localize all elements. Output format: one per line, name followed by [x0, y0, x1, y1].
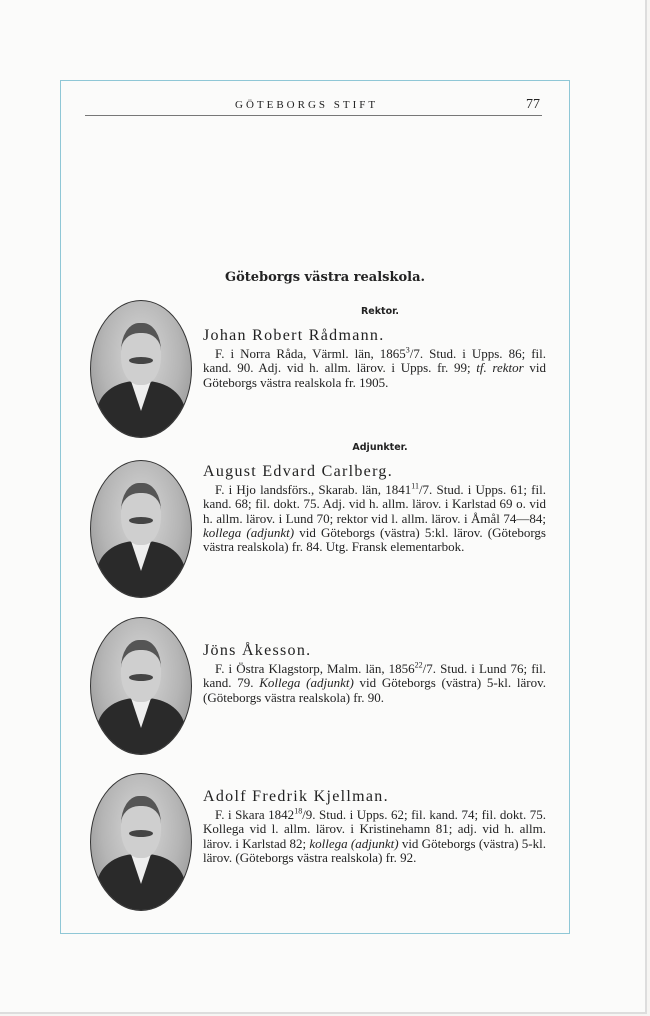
subheading-adjunkter: Adjunkter.	[352, 442, 408, 453]
subheading-rektor: Rektor.	[360, 306, 400, 317]
entry-bio: F. i Norra Råda, Värml. län, 1865$^3$/7. Stud. i Upps. 86; fil. kand. 90. Adj. vid h. allm. lärov. i Upps. fr. 99; tf. rektor vid Göteborgs västra realskola fr. 1905.	[203, 345, 546, 390]
page-number: 77	[526, 97, 540, 112]
portrait-akesson	[90, 617, 192, 755]
portrait-radmann	[90, 300, 192, 438]
entry-name: Jöns Åkesson.	[203, 642, 312, 659]
entry-kjellman	[203, 788, 546, 865]
entry-bio: F. i Hjo landsförs., Skarab. län, 1841$^{11}$/7. Stud. i Upps. 61; fil. kand. 68; fil. dokt. 75. Adj. vid h. allm. lärov. i Karlstad 69 o. vid h. allm. lärov. i Lund 70; rektor vid l. allm. lärov. i Åmål 74—84; kollega (adjunkt) vid Göteborgs (västra) 5:kl. lärov. (Göteborgs västra realskola) fr. 84. Utg. Fransk elementarbok.	[203, 481, 546, 555]
entry-name: Johan Robert Rådmann.	[203, 327, 385, 344]
entry-akesson	[203, 642, 546, 705]
entry-radmann	[203, 327, 546, 390]
running-title: GÖTEBORGS STIFT	[235, 99, 379, 111]
entry-carlberg	[203, 463, 546, 554]
section-heading: Göteborgs västra realskola.	[224, 270, 426, 285]
entry-bio: F. i Östra Klagstorp, Malm. län, 1856$^{22}$/7. Stud. i Lund 76; fil. kand. 79. Kollega (adjunkt) vid Göteborgs (västra) 5-kl. lärov. (Göteborgs västra realskola) fr. 90.	[203, 660, 547, 705]
entry-name: August Edvard Carlberg.	[203, 463, 394, 480]
entry-name: Adolf Fredrik Kjellman.	[203, 788, 389, 805]
entry-bio: F. i Skara 1842$^{18}$/9. Stud. i Upps. 62; fil. kand. 74; fil. dokt. 75. Kollega vid l. allm. lärov. i Kristinehamn 81; adj. vid h. allm. lärov. i Karlstad 82; kollega (adjunkt) vid Göteborgs (västra) 5-kl. lärov. (Göteborgs västra realskola) fr. 92.	[203, 806, 546, 865]
portrait-carlberg	[90, 460, 192, 598]
running-head	[85, 97, 542, 116]
portrait-kjellman	[90, 773, 192, 911]
